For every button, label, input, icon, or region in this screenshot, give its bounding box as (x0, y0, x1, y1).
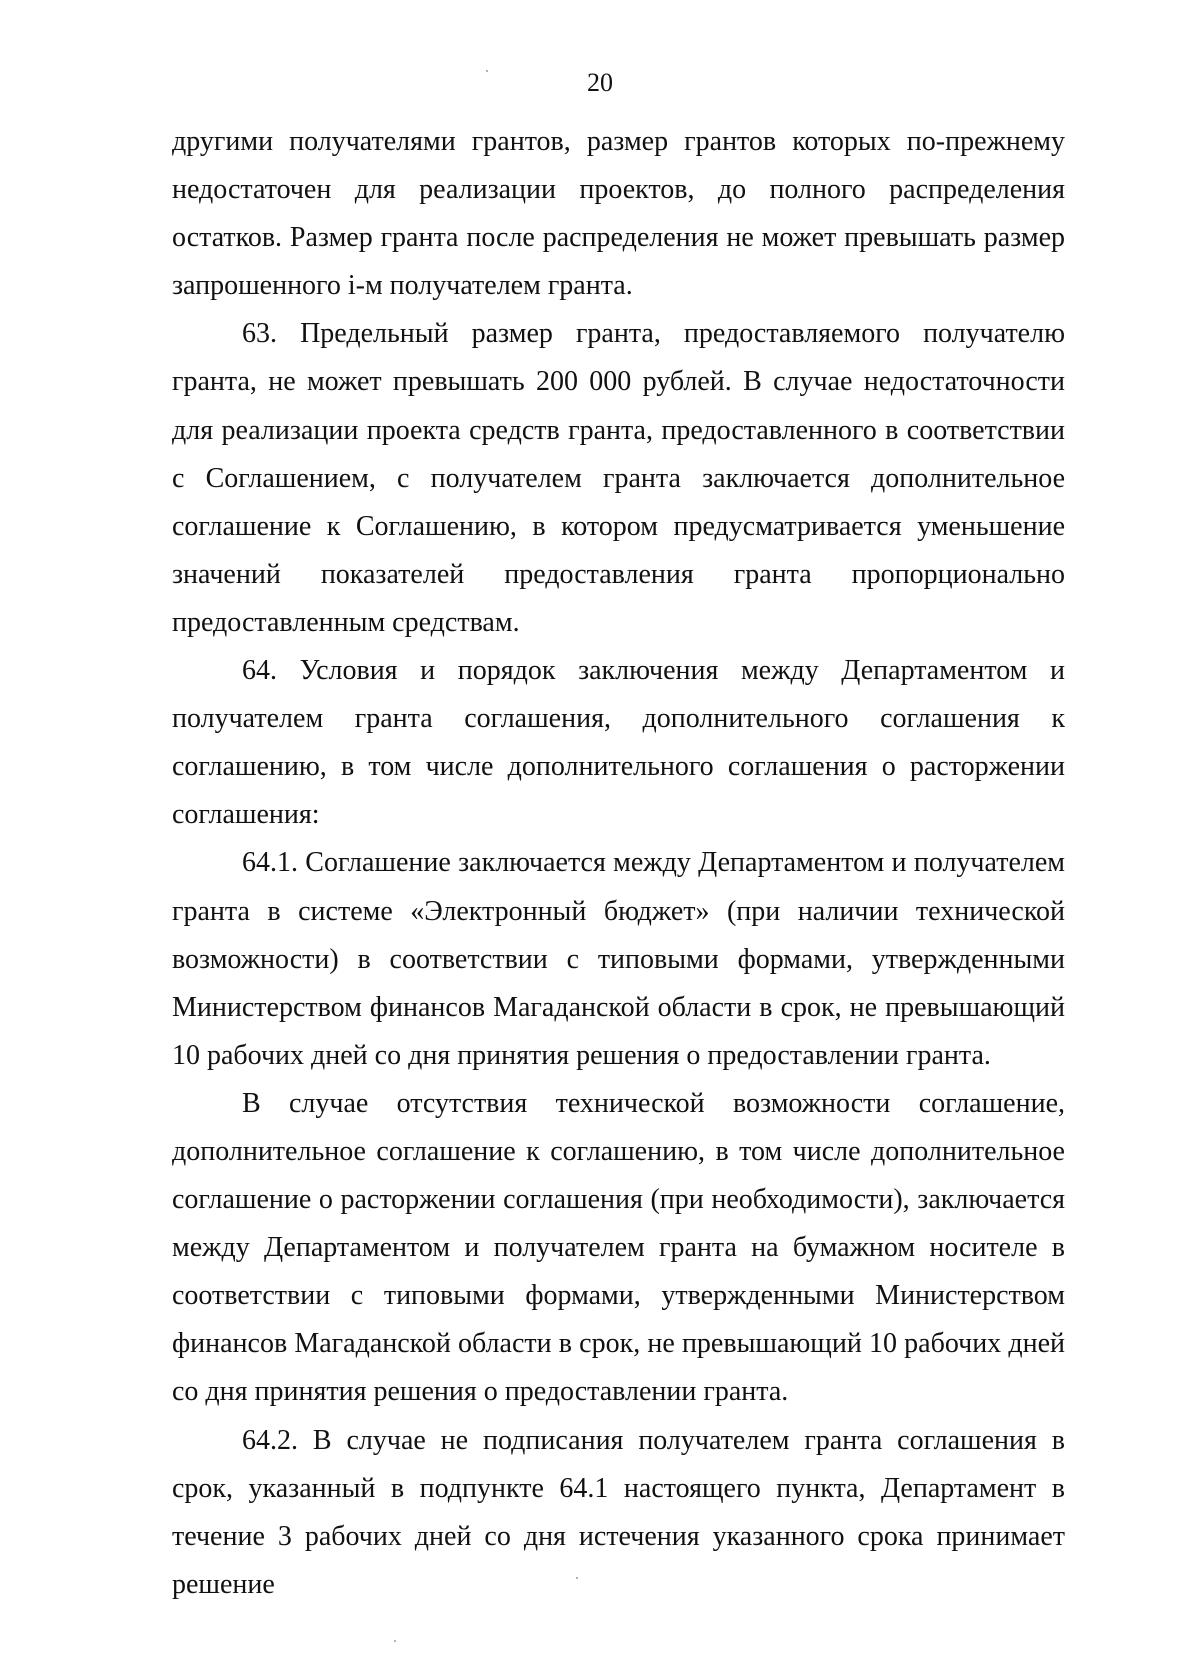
page-number: 20 (587, 68, 613, 97)
document-body (172, 118, 1065, 1609)
paragraph-64: 64. Условия и порядок заключения между Департаментом и получателем гранта соглашения, дополнительного соглашения к соглашению, в том числе дополнительного соглашения о расторжении соглашения: (172, 655, 1065, 831)
scan-speck (394, 1640, 396, 1642)
scan-speck (576, 1577, 578, 1579)
paragraph-continuation: другими получателями грантов, размер грантов которых по-прежнему недостаточен для реализации проектов, до полного распределения остатков. Размер гранта после распределения не может превышать размер запрошенного i-м получателем гранта. (172, 126, 1065, 302)
scan-speck (486, 70, 488, 72)
paragraph-64-1: 64.1. Соглашение заключается между Департаментом и получателем гранта в системе «Электронный бюджет» (при наличии технической возможности) в соответствии с типовыми формами, утвержденными Министерством финансов Магаданской области в срок, не превышающий 10 рабочих дней со дня принятия решения о предоставлении гранта. (172, 847, 1065, 1071)
paragraph-63: 63. Предельный размер гранта, предоставляемого получателю гранта, не может превышать 200 000 рублей. В случае недостаточности для реализации проекта средств гранта, предоставленного в соответствии с Соглашением, с получателем гранта заключается дополнительное соглашение к Соглашению, в котором предусматривается уменьшение значений показателей предоставления гранта пропорционально предоставленным средствам. (172, 318, 1065, 638)
paragraph-64-1-paper: В случае отсутствия технической возможности соглашение, дополнительное соглашение к соглашению, в том числе дополнительное соглашение о расторжении соглашения (при необходимости), заключается между Департаментом и получателем гранта на бумажном носителе в соответствии с типовыми формами, утвержденными Министерством финансов Магаданской области в срок, не превышающий 10 рабочих дней со дня принятия решения о предоставлении гранта. (172, 1087, 1065, 1408)
paragraph-64-2: 64.2. В случае не подписания получателем гранта соглашения в срок, указанный в подпункте 64.1 настоящего пункта, Департамент в течение 3 рабочих дней со дня истечения указанного срока принимает решение (172, 1424, 1065, 1600)
